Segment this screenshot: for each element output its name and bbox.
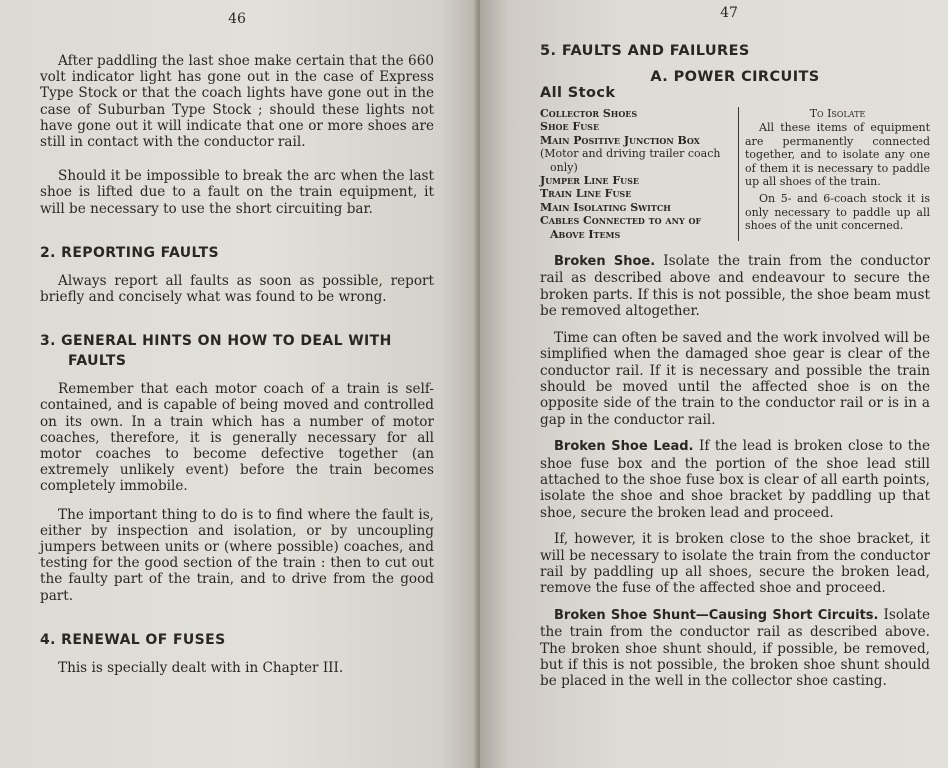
however-paragraph: If, however, it is broken close to the shoe bracket, it will be necessary to isolate the train from the conductor rail by paddling up all shoes, secure the broken lead, remove the fuse of the affected shoe and proceed. — [540, 531, 930, 597]
section-2-text: Always report all faults as soon as possible, report briefly and concisely what was found to be wrong. — [40, 272, 434, 306]
all-stock-heading: All Stock — [540, 85, 616, 101]
to-isolate-caption: To Isolate — [809, 107, 866, 120]
broken-shoe-text: Isolate the train from the conductor rail as described above and endeavour to secure the broken parts. If this is not possible, the shoe beam must be removed altogether. — [540, 253, 930, 320]
broken-lead-paragraph — [540, 438, 930, 521]
isolation-notes — [739, 107, 930, 241]
equipment-item: Shoe Fuse — [540, 120, 600, 134]
equipment-item: Cables Connected to any of — [540, 214, 702, 228]
equipment-item: Main Positive Junction Box — [540, 133, 700, 147]
right-page — [480, 0, 948, 768]
section-4-text: This is specially dealt with in Chapter III. — [58, 659, 344, 676]
time-saving-paragraph: Time can often be saved and the work involved will be simplified when the damaged shoe gear is clear of the conductor rail. If it is necessary and possible the train should be moved until the affected shoe is on the opposite side of the train to the conductor rail or is in a gap in the conductor rail. — [540, 329, 930, 428]
equipment-item: Jumper Line Fuse — [540, 174, 640, 188]
section-4-heading: 4. RENEWAL OF FUSES — [40, 631, 226, 648]
equipment-table — [540, 107, 930, 241]
equipment-item: Main Isolating Switch — [540, 200, 671, 214]
broken-shunt-paragraph — [540, 607, 930, 690]
equipment-list — [540, 107, 739, 241]
left-page-number: 46 — [228, 11, 246, 27]
isolation-note-1: All these items of equipment are permanently connected together, and to isolate any one of them it is necessary to paddle up all shoes of the train. — [745, 121, 930, 189]
broken-shunt-text: Isolate the train from the conductor rail as described above. The broken shoe shunt should, if possible, be removed, but if this is not possible, the broken shoe shunt should be placed in the well in the collector shoe casting. — [540, 606, 930, 690]
broken-shoe-title: Broken Shoe. — [554, 254, 656, 270]
left-paragraph-1: After paddling the last shoe make certain that the 660 volt indicator light has gone out in the case of Express Type Stock or that the coach lights have gone out in the case of Suburban Type Stock ; should these lights not have gone out it will indicate that one or more shoes are still in contact with the conductor rail. — [40, 53, 434, 151]
broken-lead-title: Broken Shoe Lead. — [554, 439, 694, 455]
right-page-number: 47 — [720, 5, 738, 21]
broken-lead-text: If the lead is broken close to the shoe fuse box and the portion of the shoe lead still attached to the shoe fuse box is clear of all earth points, isolate the shoe and shoe bracket by paddling up that shoe, secure the broken lead and proceed. — [540, 438, 931, 521]
broken-shunt-title: Broken Shoe Shunt—Causing Short Circuits. — [554, 607, 879, 623]
equipment-item: (Motor and driving trailer coach — [540, 147, 721, 161]
section-3-heading: 3. GENERAL HINTS ON HOW TO DEAL WITH FAULTS — [40, 333, 392, 370]
subsection-a-heading: A. POWER CIRCUITS — [650, 69, 820, 85]
section-2-heading: 2. REPORTING FAULTS — [40, 244, 219, 261]
section-3-paragraph-2: The important thing to do is to find where the fault is, either by inspection and isolation, or by uncoupling jumpers between units or (where possible) coaches, and testing for the good section of the train : then to cut out the faulty part of the train, and to drive from the good part. — [40, 506, 434, 604]
section-3-paragraph-1: Remember that each motor coach of a train is self-contained, and is capable of being moved and controlled on its own. In a train which has a number of motor coaches, therefore, it is generally necessary for all motor coaches to become defective together (an extremely unlikely event) before the train becomes completely immobile. — [40, 381, 434, 495]
section-5-heading: 5. FAULTS AND FAILURES — [540, 43, 750, 59]
equipment-item: Train Line Fuse — [540, 187, 632, 201]
isolation-note-2: On 5- and 6-coach stock it is only necessary to paddle up all shoes of the unit concerned. — [745, 192, 930, 233]
equipment-item: Above Items — [550, 227, 621, 241]
equipment-item: only) — [550, 160, 578, 174]
left-paragraph-2: Should it be impossible to break the arc when the last shoe is lifted due to a fault on the train equipment, it will be necessary to use the short circuiting bar. — [40, 168, 434, 217]
broken-shoe-paragraph — [540, 253, 930, 320]
equipment-item: Collector Shoes — [540, 107, 638, 120]
